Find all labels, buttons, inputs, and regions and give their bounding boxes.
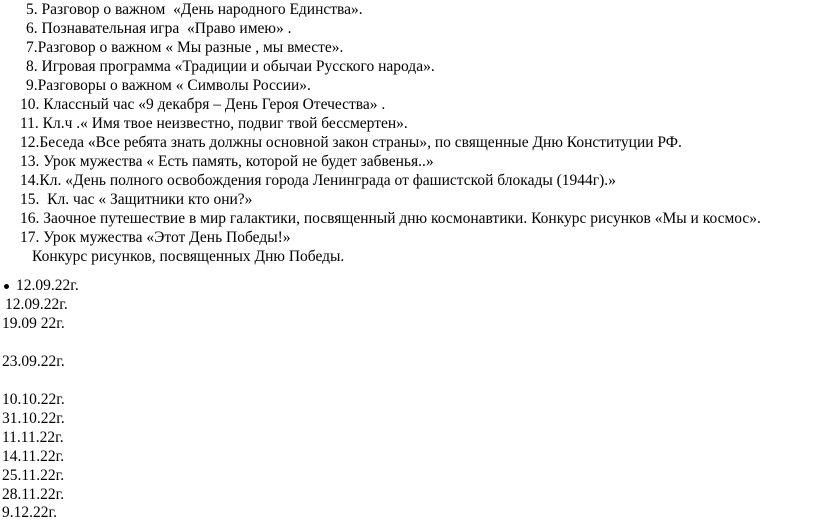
- date-line: 12.09.22г.: [5, 296, 68, 313]
- event-line-11: 11. Кл.ч .« Имя твое неизвестно, подвиг твой бессмертен».: [20, 115, 408, 132]
- event-line-10: 10. Классный час «9 декабря – День Героя Отечества» .: [20, 96, 386, 113]
- event-line-13: 13. Урок мужества « Есть память, которой не будет забвенья..»: [20, 153, 434, 170]
- event-line-9: 9.Разговоры о важном « Символы России».: [26, 77, 311, 94]
- event-line-12: 12.Беседа «Все ребята знать должны основной закон страны», по священные Дню Конституции РФ.: [20, 134, 682, 151]
- date-line: 31.10.22г.: [2, 410, 65, 427]
- date-line: 23.09.22г.: [2, 353, 65, 370]
- date-line: 25.11.22г.: [2, 467, 65, 484]
- event-line-15: 15. Кл. час « Защитники кто они?»: [20, 191, 253, 208]
- date-line: 10.10.22г.: [2, 391, 65, 408]
- event-line-8: 8. Игровая программа «Традиции и обычаи Русского народа».: [26, 58, 435, 75]
- date-line: 28.11.22г.: [2, 486, 65, 503]
- event-line-6: 6. Познавательная игра «Право имею» .: [26, 20, 292, 37]
- bullet-icon: [4, 284, 9, 289]
- event-line-7: 7.Разговор о важном « Мы разные , мы вместе».: [26, 39, 344, 56]
- event-line-17: 17. Урок мужества «Этот День Победы!»: [20, 229, 291, 246]
- date-line: 9.12.22г.: [2, 504, 57, 521]
- date-line: 14.11.22г.: [2, 448, 65, 465]
- event-line-5: 5. Разговор о важном «День народного Единства».: [26, 1, 363, 18]
- event-line-14: 14.Кл. «День полного освобождения города Ленинграда от фашистской блокады (1944г).»: [20, 172, 616, 189]
- event-line-16: 16. Заочное путешествие в мир галактики, посвященный дню космонавтики. Конкурс рисунков «Мы и космос».: [20, 210, 761, 227]
- date-line: 12.09.22г.: [16, 277, 79, 294]
- date-line: 19.09 22г.: [2, 315, 65, 332]
- date-line: 11.11.22г.: [2, 429, 64, 446]
- event-line-contest: Конкурс рисунков, посвященных Дню Победы.: [32, 248, 345, 265]
